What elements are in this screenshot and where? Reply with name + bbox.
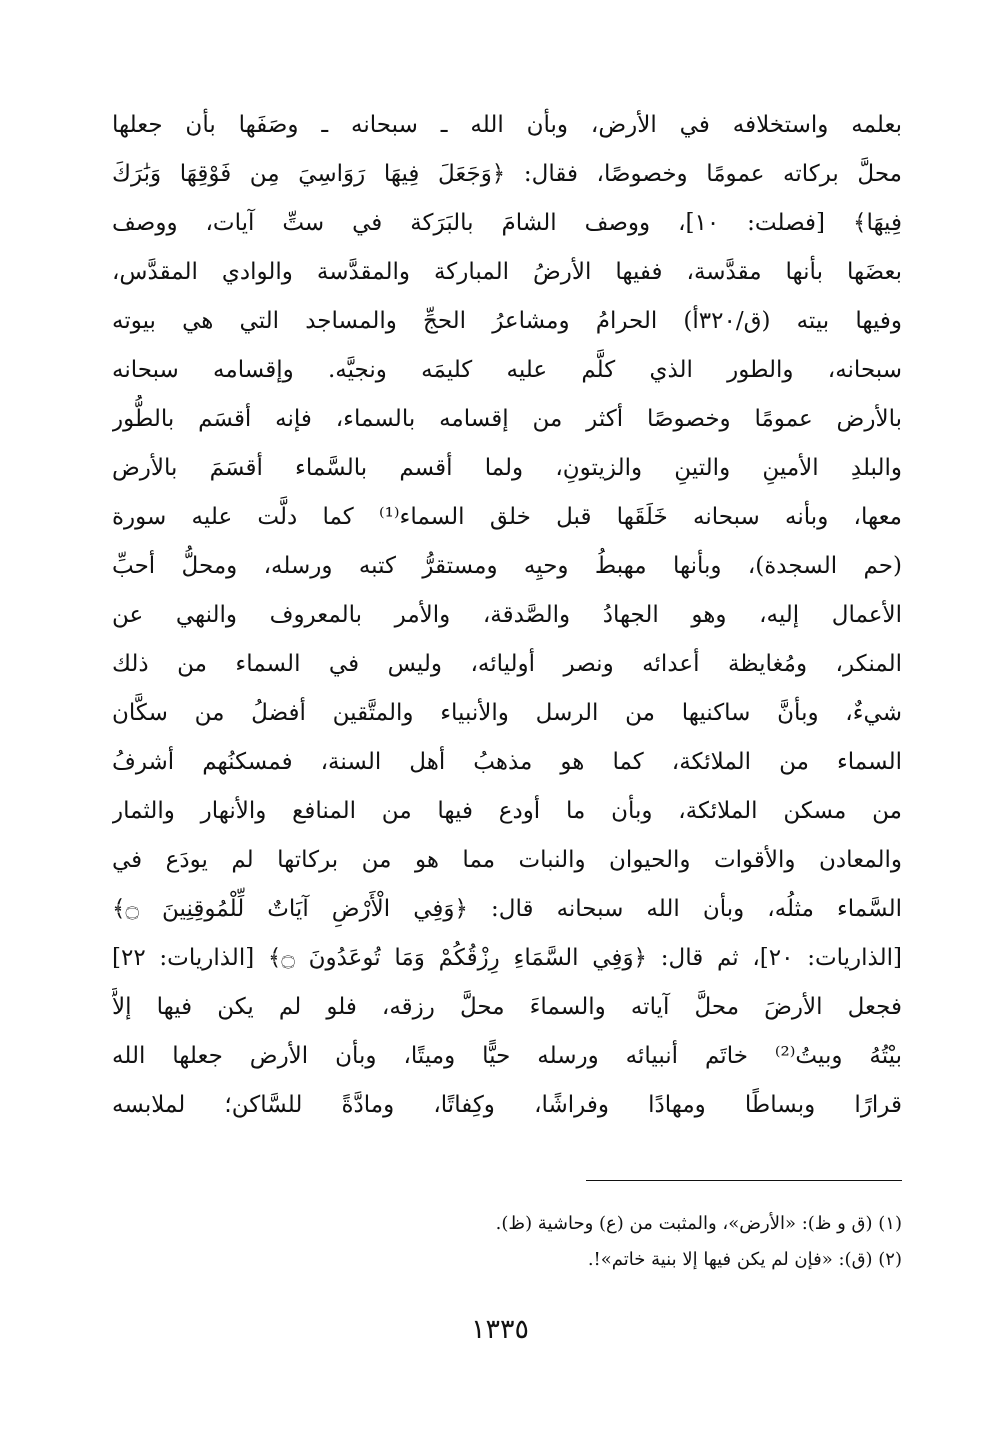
body-text [112,101,902,1130]
text-line: فِيهَا﴾ [فصلت: ١٠]، ووصف الشامَ بالبَرَكة في ستِّ آيات، ووصف [112,210,902,236]
text-line: المنكر، ومُغايظة أعدائه ونصر أوليائه، وليس في السماء من ذلك [112,651,902,677]
text-line: السماء من الملائكة، كما هو مذهبُ أهل السنة، فمسكنُهم أشرفُ [112,749,902,775]
footnotes [300,1206,902,1278]
text-line: والبلدِ الأمينِ والتينِ والزيتونِ، ولما أقسم بالسَّماء أقسَمَ بالأرض [112,455,902,481]
text-line: والمعادن والأقوات والحيوان والنبات مما هو من بركاتها لم يودَع في [112,847,902,873]
text-line: سبحانه، والطور الذي كلَّم عليه كليمَه ونجيَّه. وإقسامه سبحانه [112,357,902,383]
text-line: بعلمه واستخلافه في الأرض، وبأن الله ـ سبحانه ـ وصَفَها بأن جعلها [112,112,902,138]
footnote-2: (٢) (ق): «فإن لم يكن فيها إلا بنية خاتم»!. [587,1249,902,1270]
footnote-divider [586,1180,902,1181]
text-line: محلَّ بركاته عمومًا وخصوصًا، فقال: ﴿وَجَعَلَ فِيهَا رَوَاسِيَ مِن فَوْقِهَا وَبَٰرَكَ [112,161,902,187]
page-number: ١٣٣٥ [470,1314,529,1345]
text-line: [الذاريات: ٢٠]، ثم قال: ﴿وَفِي السَّمَاءِ رِزْقُكُمْ وَمَا تُوعَدُونَ ۝﴾ [الذاريات: ٢٢] [112,945,902,971]
text-line: قرارًا وبساطًا ومهادًا وفراشًا، وكِفاتًا، ومادَّةً للسَّاكن؛ لملابسه [112,1092,902,1118]
footnote-1: (١) (ق و ظ): «الأرض»، والمثبت من (ع) وحاشية (ظ). [495,1213,902,1234]
text-line: (حم السجدة)، وبأنها مهبطُ وحيِه ومستقرُّ كتبه ورسله، ومحلُّ أحبِّ [112,553,902,579]
text-line: بعضَها بأنها مقدَّسة، ففيها الأرضُ المباركة والمقدَّسة والوادي المقدَّس، [112,259,902,285]
text-line: معها، وبأنه سبحانه خَلَقَها قبل خلق السماء⁽¹⁾ كما دلَّت عليه سورة [112,504,902,530]
text-line: فجعل الأرضَ محلَّ آياته والسماءَ محلَّ رزقه، فلو لم يكن فيها إلاَّ [112,994,902,1020]
text-line: بالأرض عمومًا وخصوصًا أكثر من إقسامه بالسماء، فإنه أقسَم بالطُّور [112,406,902,432]
text-line: شيءٌ، وبأنَّ ساكنيها من الرسل والأنبياء والمتَّقين أفضلُ من سكَّان [112,700,902,726]
text-line: الأعمال إليه، وهو الجهادُ والصَّدقة، والأمر بالمعروف والنهي عن [112,602,902,628]
text-line: وفيها بيته (ق/٣٢٠أ) الحرامُ ومشاعرُ الحجِّ والمساجد التي هي بيوته [112,308,902,334]
text-line: بيْتُهُ وبيتُ⁽²⁾ خاتَم أنبيائه ورسله حيًّا وميتًا، وبأن الأرض جعلها الله [112,1043,902,1069]
text-line: من مسكن الملائكة، وبأن ما أودع فيها من المنافع والأنهار والثمار [112,798,902,824]
text-line: السَّماء مثلُه، وبأن الله سبحانه قال: ﴿وَفِي الْأَرْضِ آيَاتٌ لِّلْمُوقِنِينَ ۝﴾ [112,896,902,922]
